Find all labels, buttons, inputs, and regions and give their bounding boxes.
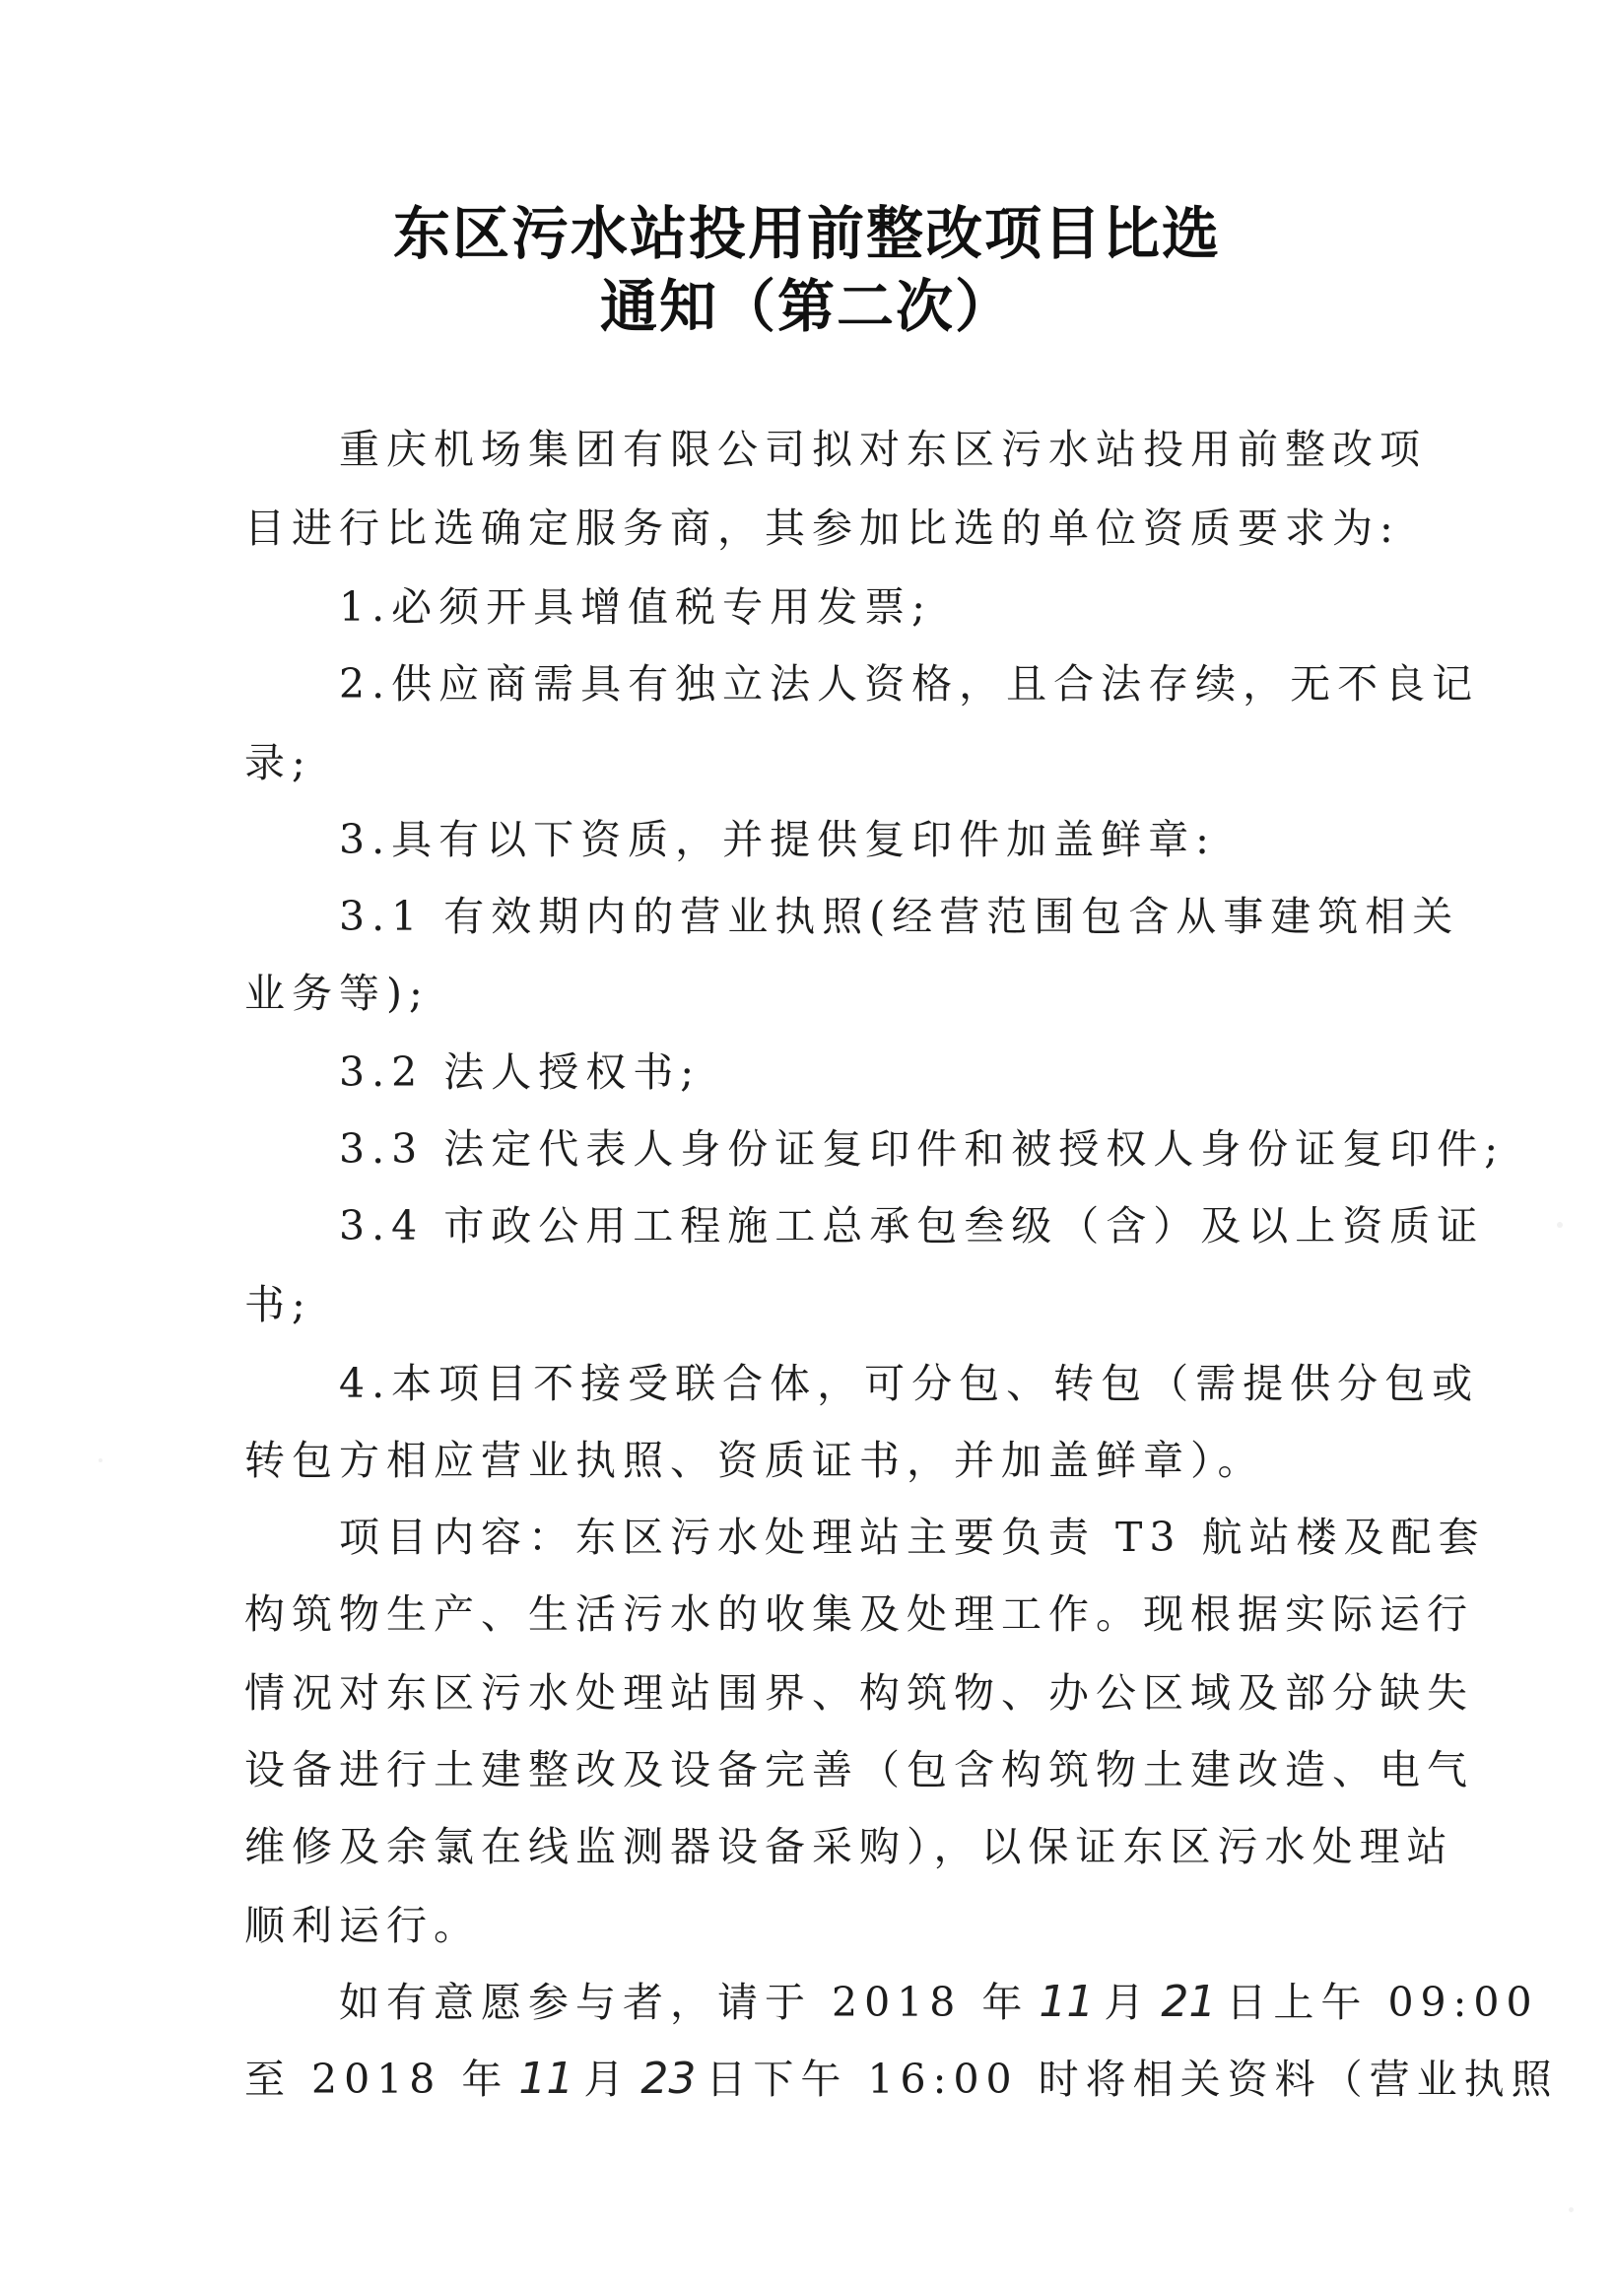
requirement-3-1-line-1: 3.1 有效期内的营业执照(经营范围包含从事建筑相关 (244, 893, 1460, 940)
requirement-1: 1.必须开具增值税专用发票; (244, 583, 932, 631)
document-title-line-2: 通知（第二次） (599, 273, 1014, 340)
project-content-line-2: 构筑物生产、生活污水的收集及处理工作。现根据实际运行 (244, 1590, 1474, 1638)
requirement-3-2: 3.2 法人授权书; (244, 1048, 702, 1096)
requirement-3-3: 3.3 法定代表人身份证复印件和被授权人身份证复印件; (244, 1125, 1506, 1173)
scan-speck (99, 1458, 102, 1462)
handwritten-month-start: 11 (1039, 1977, 1095, 2027)
document-title-line-1: 东区污水站投用前整改项目比选 (392, 200, 1221, 267)
submission-line-1 (244, 1975, 1539, 2030)
requirement-3-4-line-2: 书; (244, 1281, 312, 1328)
submission-text-1c: 日上午 09:00 (1226, 1979, 1539, 2026)
submission-text-1b: 月 (1104, 1979, 1152, 2026)
submission-text-1a: 如有意愿参与者，请于 2018 年 (244, 1979, 1030, 2026)
paragraph-intro-line-1: 重庆机场集团有限公司拟对东区污水站投用前整改项 (244, 426, 1427, 473)
project-content-line-3: 情况对东区污水处理站围界、构筑物、办公区域及部分缺失 (244, 1669, 1474, 1717)
submission-text-2c: 日下午 16:00 时将相关资料（营业执照 (706, 2056, 1559, 2103)
handwritten-day-start: 21 (1161, 1977, 1217, 2027)
requirement-3-1-line-2: 业务等); (244, 970, 430, 1017)
requirement-3-4-line-1: 3.4 市政公用工程施工总承包叁级（含）及以上资质证 (244, 1202, 1485, 1249)
scan-speck (1557, 1222, 1563, 1228)
handwritten-month-end: 11 (518, 2054, 574, 2104)
submission-text-2b: 月 (583, 2056, 632, 2103)
project-content-line-4: 设备进行土建整改及设备完善（包含构筑物土建改造、电气 (244, 1746, 1474, 1793)
submission-line-2 (244, 2052, 1559, 2107)
handwritten-day-end: 23 (640, 2054, 697, 2104)
requirement-4-line-2: 转包方相应营业执照、资质证书，并加盖鲜章）。 (244, 1437, 1265, 1484)
requirement-3: 3.具有以下资质，并提供复印件加盖鲜章: (244, 816, 1216, 863)
project-content-line-5: 维修及余氯在线监测器设备采购），以保证东区污水处理站 (244, 1823, 1454, 1870)
submission-text-2a: 至 2018 年 (244, 2056, 509, 2103)
project-content-line-6: 顺利运行。 (244, 1902, 481, 1949)
requirement-2-line-2: 录; (244, 739, 312, 786)
paragraph-intro-line-2: 目进行比选确定服务商，其参加比选的单位资质要求为: (244, 505, 1400, 552)
requirement-2-line-1: 2.供应商需具有独立法人资格，且合法存续，无不良记 (244, 660, 1480, 708)
project-content-line-1: 项目内容：东区污水处理站主要负责 T3 航站楼及配套 (244, 1514, 1486, 1561)
requirement-4-line-1: 4.本项目不接受联合体，可分包、转包（需提供分包或 (244, 1360, 1480, 1407)
scan-speck (1569, 2207, 1574, 2212)
